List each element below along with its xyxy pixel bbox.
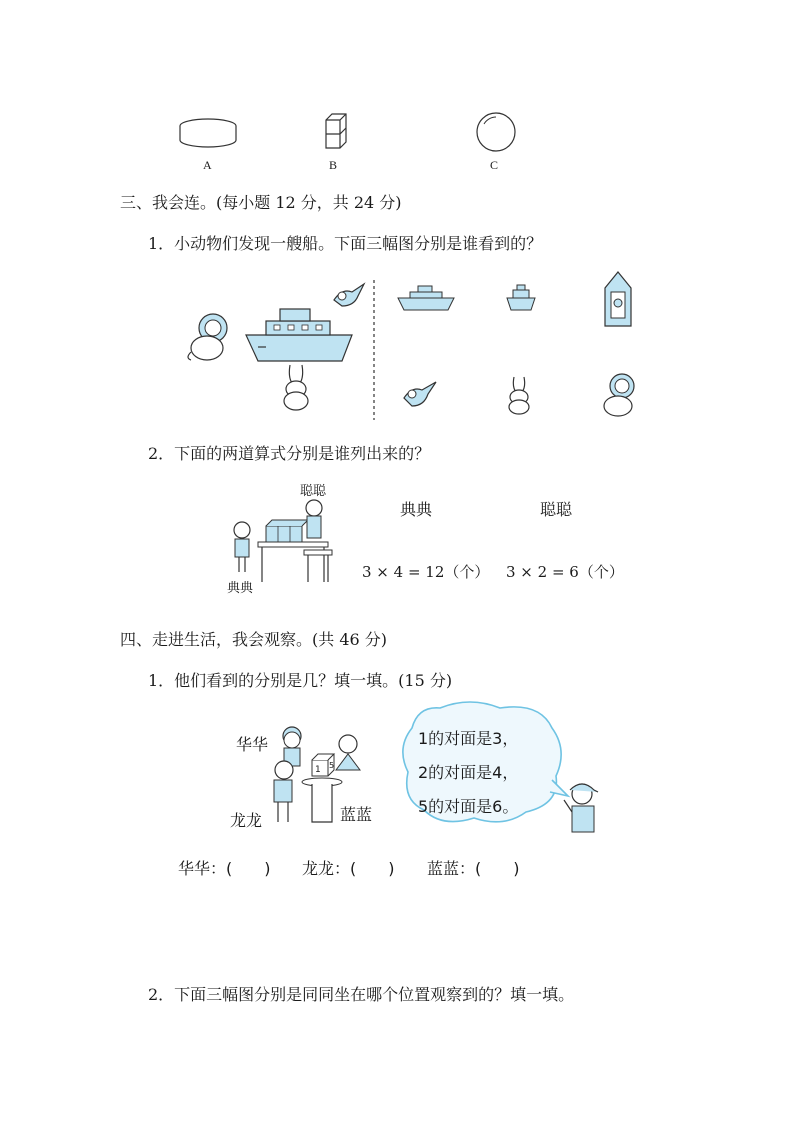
cube-face-1: 1 — [315, 765, 321, 775]
answer-lanlan[interactable]: 蓝蓝：( ) — [427, 859, 520, 878]
section-4-question-1: 1．他们看到的分别是几？填一填。(15 分) — [148, 671, 453, 690]
label-a: A — [203, 158, 212, 172]
children-table-illustration — [230, 498, 350, 588]
name-huahua: 华华 — [236, 735, 269, 754]
boat-illustration — [244, 305, 354, 365]
bird-small-illustration — [400, 378, 440, 412]
formula-2: 3 × 2 = 6（个） — [506, 563, 624, 581]
name-diandian-bottom: 典典 — [227, 581, 254, 596]
section-3-question-1: 1．小动物们发现一艘船。下面三幅图分别是谁看到的？ — [148, 234, 543, 253]
lion-illustration — [185, 312, 235, 367]
lion-small-illustration — [598, 372, 642, 420]
section-4-question-2: 2．下面三幅图分别是同同坐在哪个位置观察到的？填一填。 — [148, 985, 575, 1004]
rabbit-small-illustration — [505, 375, 535, 415]
sphere-shape-c — [476, 112, 520, 156]
label-c: C — [490, 158, 499, 172]
view-boat-side — [396, 284, 456, 312]
formula-1: 3 × 4 = 12（个） — [362, 563, 490, 581]
column-name-diandian: 典典 — [400, 500, 433, 519]
boy-cap-illustration — [562, 778, 602, 838]
section-3-question-2: 2．下面的两道算式分别是谁列出来的？ — [148, 444, 431, 463]
column-name-congcong: 聪聪 — [540, 500, 573, 519]
cuboid-shape-b — [324, 112, 354, 152]
bubble-line-1: 1的对面是3， — [418, 729, 519, 748]
rabbit-illustration — [280, 363, 314, 411]
view-boat-top — [601, 270, 635, 330]
name-lanlan: 蓝蓝 — [340, 805, 373, 824]
bubble-line-2: 2的对面是4， — [418, 763, 519, 782]
label-b: B — [329, 158, 338, 172]
answer-longlong[interactable]: 龙龙：( ) — [302, 859, 395, 878]
section-3-title: 三、我会连。(每小题 12 分，共 24 分) — [120, 193, 402, 212]
bubble-line-3: 5的对面是6。 — [418, 797, 519, 816]
name-congcong-top: 聪聪 — [300, 484, 327, 499]
answer-huahua[interactable]: 华华：( ) — [178, 859, 271, 878]
name-longlong: 龙龙 — [230, 811, 263, 830]
view-boat-front — [505, 284, 537, 314]
three-children-cube-illustration — [262, 726, 382, 826]
bird-illustration — [330, 282, 370, 312]
section-4-title: 四、走进生活，我会观察。(共 46 分) — [120, 630, 388, 649]
cylinder-shape-a — [178, 118, 238, 158]
dashed-divider — [372, 280, 376, 420]
cube-face-5: 5 — [329, 761, 335, 770]
